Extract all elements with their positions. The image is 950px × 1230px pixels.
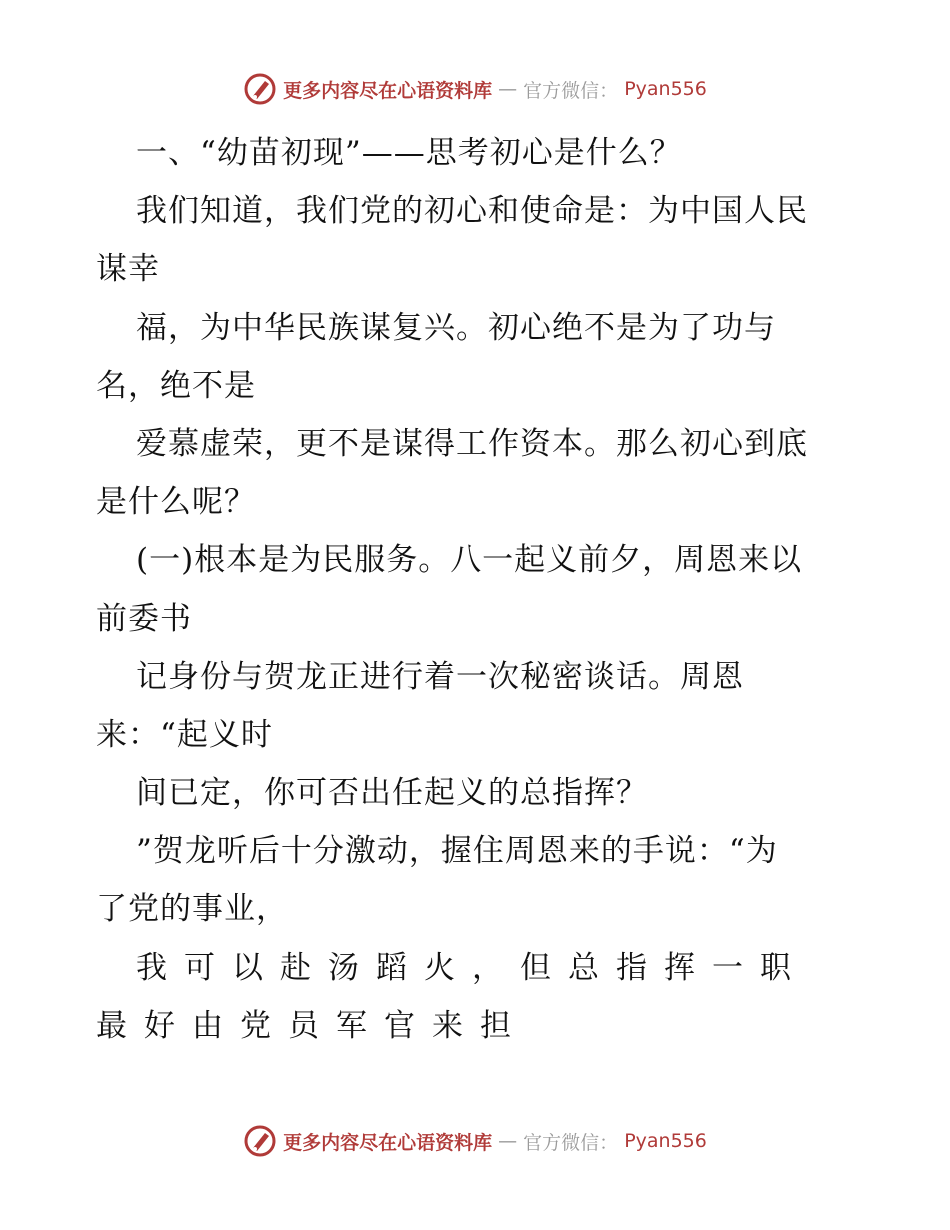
text-line: 福，为中华民族谋复兴。初心绝不是为了功与: [136, 309, 776, 346]
watermark-wechat-id: Pyan556: [624, 1130, 707, 1152]
document-body: [96, 124, 856, 1055]
text-line: 间已定，你可否出任起义的总指挥？: [136, 775, 648, 812]
watermark-dash: —: [498, 1130, 518, 1152]
text-line: 了党的事业，: [96, 891, 288, 928]
watermark-title: 更多内容尽在心语资料库: [283, 1131, 493, 1154]
text-line: 爱慕虚荣，更不是谋得工作资本。那么初心到底: [136, 425, 808, 462]
header-watermark: [0, 72, 950, 106]
text-line: 前委书: [96, 600, 192, 637]
text-line: 名，绝不是: [96, 367, 256, 404]
text-line: 我可以赴汤蹈火，但总指挥一职: [136, 949, 808, 986]
watermark-dash: —: [498, 78, 518, 100]
watermark-wechat-label: 官方微信：: [523, 1131, 619, 1154]
text-line: 记身份与贺龙正进行着一次秘密谈话。周恩: [136, 658, 744, 695]
watermark-title: 更多内容尽在心语资料库: [283, 79, 493, 102]
watermark-wechat-label: 官方微信：: [523, 79, 619, 102]
text-line: 最好由党员军官来担: [96, 1007, 528, 1044]
pen-logo-icon: [243, 1124, 277, 1158]
footer-watermark: [0, 1124, 950, 1158]
text-line: 来：“起义时: [96, 716, 273, 753]
pen-logo-icon: [243, 72, 277, 106]
text-line: 谋幸: [96, 251, 160, 288]
section-heading: 一、“幼苗初现”——思考初心是什么？: [136, 135, 682, 171]
subsection-heading: (一)根本是为民服务。八一起义前夕，周恩来以: [136, 542, 803, 579]
watermark-wechat-id: Pyan556: [624, 78, 707, 100]
text-line: 我们知道，我们党的初心和使命是：为中国人民: [136, 193, 808, 230]
text-line: 是什么呢？: [96, 484, 256, 521]
text-line: ”贺龙听后十分激动，握住周恩来的手说：“为: [136, 833, 778, 870]
